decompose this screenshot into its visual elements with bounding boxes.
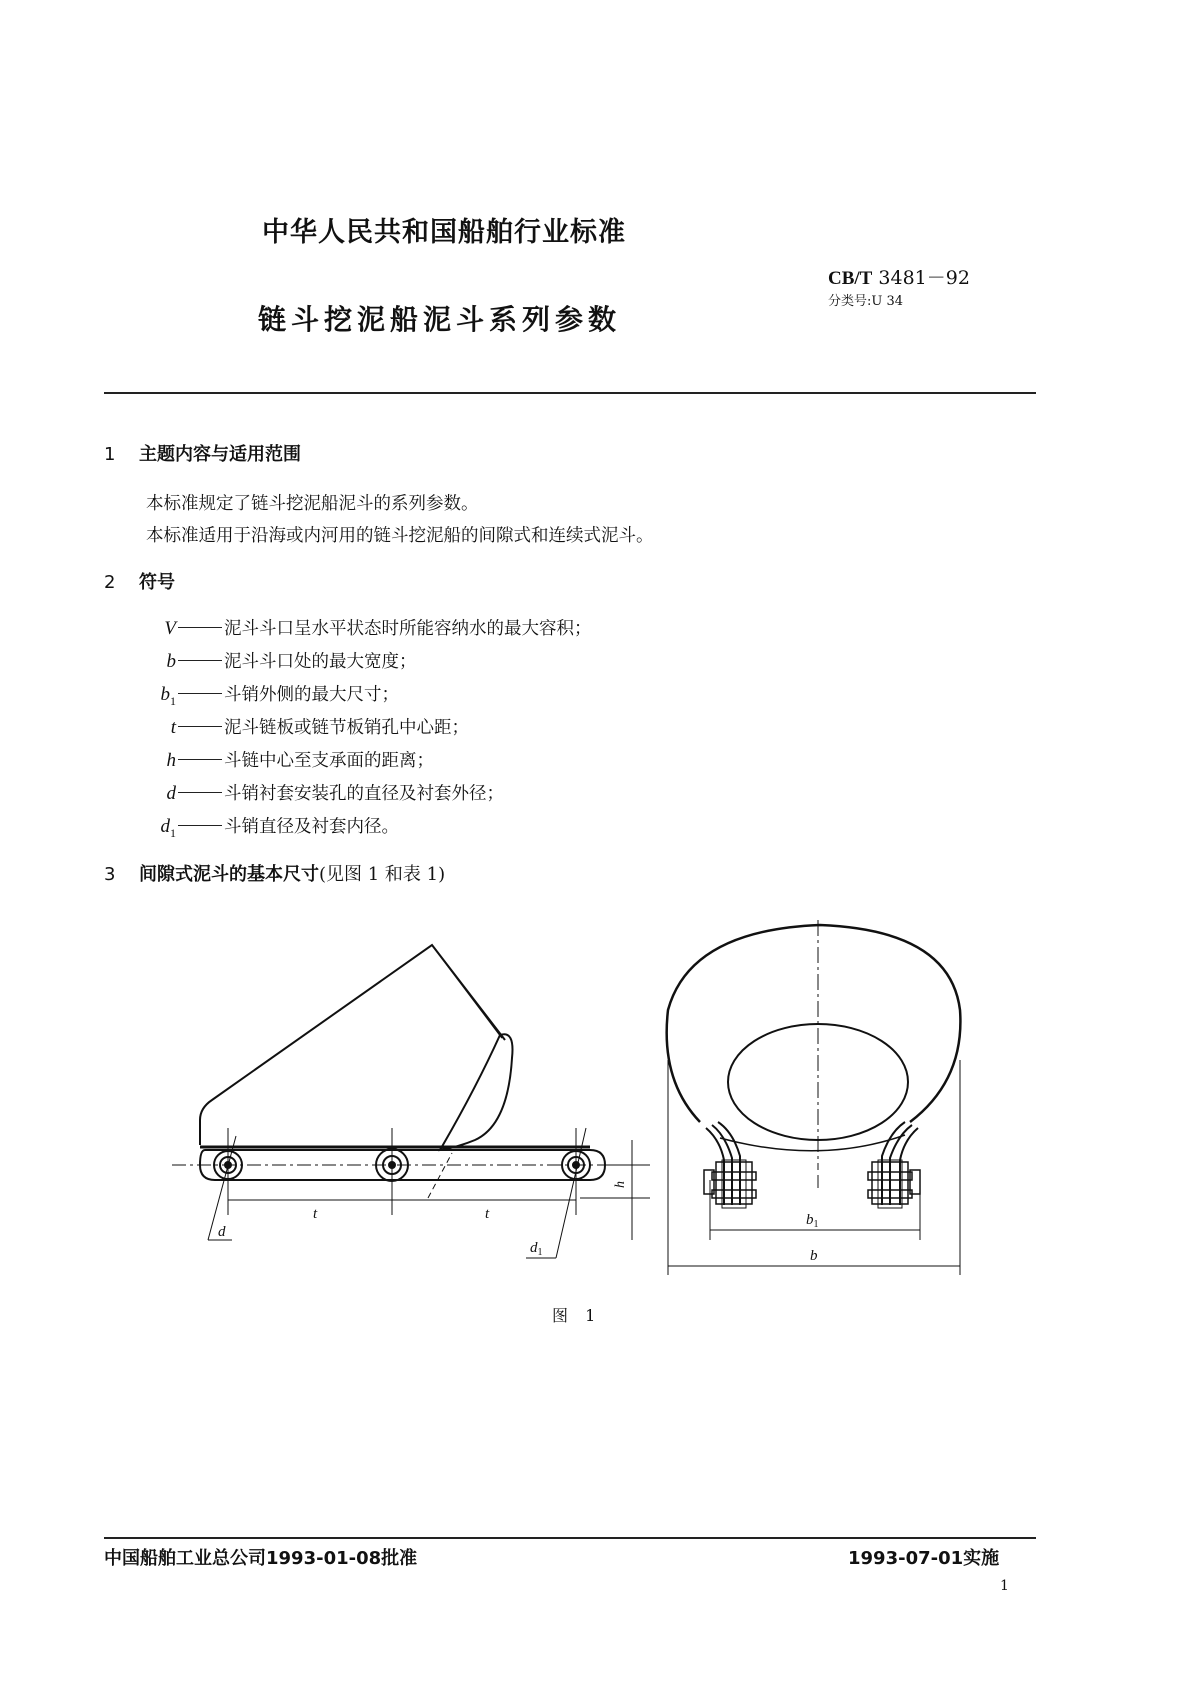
effective-date: 1993-07-01实施 bbox=[848, 1548, 1000, 1569]
standard-prefix: CB/T bbox=[828, 268, 873, 289]
footer-divider bbox=[104, 1537, 1036, 1539]
section-1-paragraph-2: 本标准适用于沿海或内河用的链斗挖泥船的间隙式和连续式泥斗。 bbox=[146, 526, 654, 546]
section-1-title: 主题内容与适用范围 bbox=[139, 444, 301, 465]
symbol-description: 泥斗斗口呈水平状态时所能容纳水的最大容积； bbox=[224, 619, 592, 639]
section-3-reference: (见图 1 和表 1) bbox=[319, 864, 446, 885]
standard-number: 3481－92 bbox=[878, 267, 970, 289]
dim-label-t-right: t bbox=[485, 1206, 490, 1222]
document-title: 链斗挖泥船泥斗系列参数 bbox=[258, 303, 622, 336]
symbol: h bbox=[166, 750, 176, 771]
section-2-number: 2 bbox=[104, 572, 116, 593]
dim-label-h: h bbox=[613, 1181, 628, 1188]
publisher-title: 中华人民共和国船舶行业标准 bbox=[262, 217, 626, 248]
symbol-subscript: 1 bbox=[170, 825, 176, 840]
symbol-description: 泥斗链板或链节板销孔中心距； bbox=[224, 718, 469, 738]
section-1-number: 1 bbox=[104, 444, 116, 465]
symbol-description: 斗链中心至支承面的距离； bbox=[224, 751, 434, 771]
symbol-description: 斗销直径及衬套内径。 bbox=[224, 817, 399, 837]
dim-label-t-left: t bbox=[313, 1206, 318, 1222]
dim-label-b: b bbox=[810, 1248, 818, 1264]
classification-number: 分类号:U 34 bbox=[828, 294, 904, 309]
symbol: $b_1$ bbox=[160, 684, 176, 708]
symbol: $d_1$ bbox=[160, 816, 176, 840]
dim-label-b1: $b_1$ bbox=[806, 1212, 819, 1230]
dimension-labels-side bbox=[218, 1181, 628, 1258]
page-number: 1 bbox=[1000, 1578, 1009, 1594]
dimension-labels-front bbox=[806, 1212, 819, 1264]
section-1-paragraph-1: 本标准规定了链斗挖泥船泥斗的系列参数。 bbox=[146, 494, 479, 514]
bucket-side-view bbox=[172, 945, 650, 1258]
figure-caption: 图 1 bbox=[552, 1306, 602, 1325]
section-2-title: 符号 bbox=[139, 572, 175, 593]
symbol: t bbox=[170, 717, 176, 738]
symbol-description: 泥斗斗口处的最大宽度； bbox=[224, 652, 417, 672]
symbol-description: 斗销衬套安装孔的直径及衬套外径； bbox=[224, 784, 504, 804]
symbol: V bbox=[164, 618, 176, 639]
symbol-description: 斗销外侧的最大尺寸； bbox=[224, 685, 399, 705]
dim-label-d1: $d_1$ bbox=[530, 1240, 543, 1258]
symbol: b bbox=[166, 651, 176, 672]
symbol: d bbox=[166, 783, 176, 804]
section-3-title: 间隙式泥斗的基本尺寸 bbox=[139, 864, 319, 885]
symbol-subscript: 1 bbox=[170, 693, 176, 708]
section-3-number: 3 bbox=[104, 864, 116, 885]
dim-label-d: d bbox=[218, 1224, 226, 1240]
approval-line: 中国船舶工业总公司1993-01-08批准 bbox=[104, 1548, 418, 1569]
